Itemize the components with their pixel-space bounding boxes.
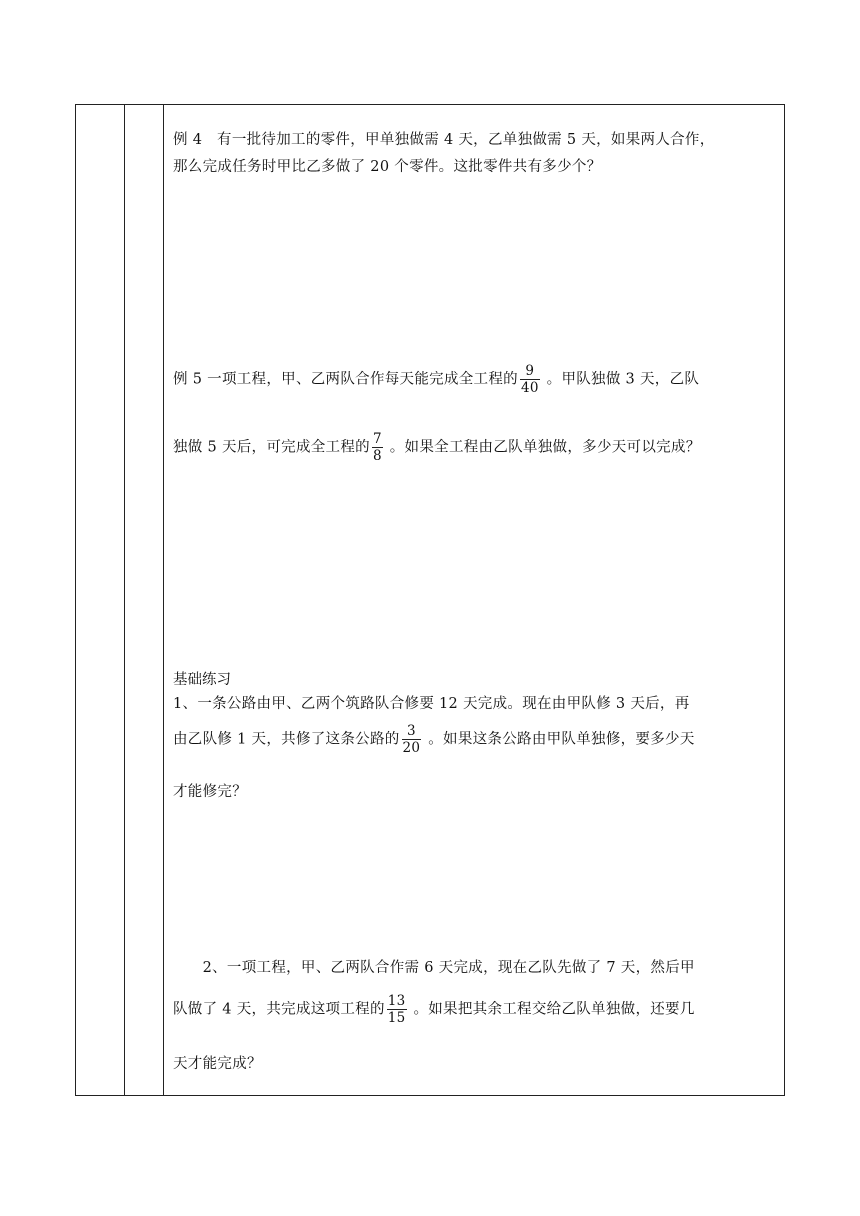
q2-line-3: 天才能完成？ — [173, 1056, 262, 1072]
q1-line-2-rest: 。如果这条公路由甲队单独修，要多少天 — [423, 731, 695, 748]
worksheet-table — [75, 104, 785, 1096]
fraction-denominator: 40 — [520, 380, 539, 396]
example-5-line-2 — [173, 431, 701, 464]
fraction-denominator: 8 — [372, 448, 382, 464]
example-5-line-1 — [173, 363, 699, 396]
q1-line-2-text: 由乙队修 1 天，共修了这条公路的 — [173, 731, 400, 748]
fraction-denominator: 20 — [402, 740, 421, 756]
fraction-7-8 — [372, 431, 383, 464]
q2-line-2 — [173, 993, 695, 1026]
example-4-line-1: 例 4 有一批待加工的零件，甲单独做需 4 天，乙单独做需 5 天，如果两人合作， — [173, 132, 715, 148]
fraction-numerator: 9 — [520, 363, 540, 380]
q1-line-2 — [173, 723, 695, 756]
fraction-9-40 — [520, 363, 540, 396]
q1-line-1: 1、一条公路由甲、乙两个筑路队合修要 12 天完成。现在由甲队修 3 天后，再 — [173, 696, 690, 712]
example-5-line-2-text: 独做 5 天后，可完成全工程的 — [173, 439, 370, 456]
fraction-13-15 — [387, 993, 407, 1026]
column-divider-2 — [163, 105, 164, 1095]
example-5-line-1-rest: 。甲队独做 3 天，乙队 — [541, 371, 700, 388]
practice-heading: 基础练习 — [173, 672, 231, 688]
column-divider-1 — [124, 105, 125, 1095]
fraction-numerator: 3 — [402, 723, 422, 740]
q2-line-2-text: 队做了 4 天，共完成这项工程的 — [173, 1001, 385, 1018]
q1-line-3: 才能修完？ — [173, 784, 247, 800]
example-4-line-2: 那么完成任务时甲比乙多做了 20 个零件。这批零件共有多少个？ — [173, 159, 602, 175]
fraction-numerator: 7 — [372, 431, 382, 447]
q2-line-1: 2、一项工程，甲、乙两队合作需 6 天完成，现在乙队先做了 7 天，然后甲 — [173, 960, 695, 976]
fraction-3-20 — [402, 723, 422, 756]
content-cell — [173, 105, 774, 1095]
fraction-denominator: 15 — [387, 1010, 406, 1026]
example-5-line-1-text: 例 5 一项工程，甲、乙两队合作每天能完成全工程的 — [173, 371, 518, 388]
example-5-line-2-rest: 。如果全工程由乙队单独做，多少天可以完成？ — [384, 439, 701, 456]
q2-line-2-rest: 。如果把其余工程交给乙队单独做，还要几 — [408, 1001, 695, 1018]
fraction-numerator: 13 — [387, 993, 406, 1009]
